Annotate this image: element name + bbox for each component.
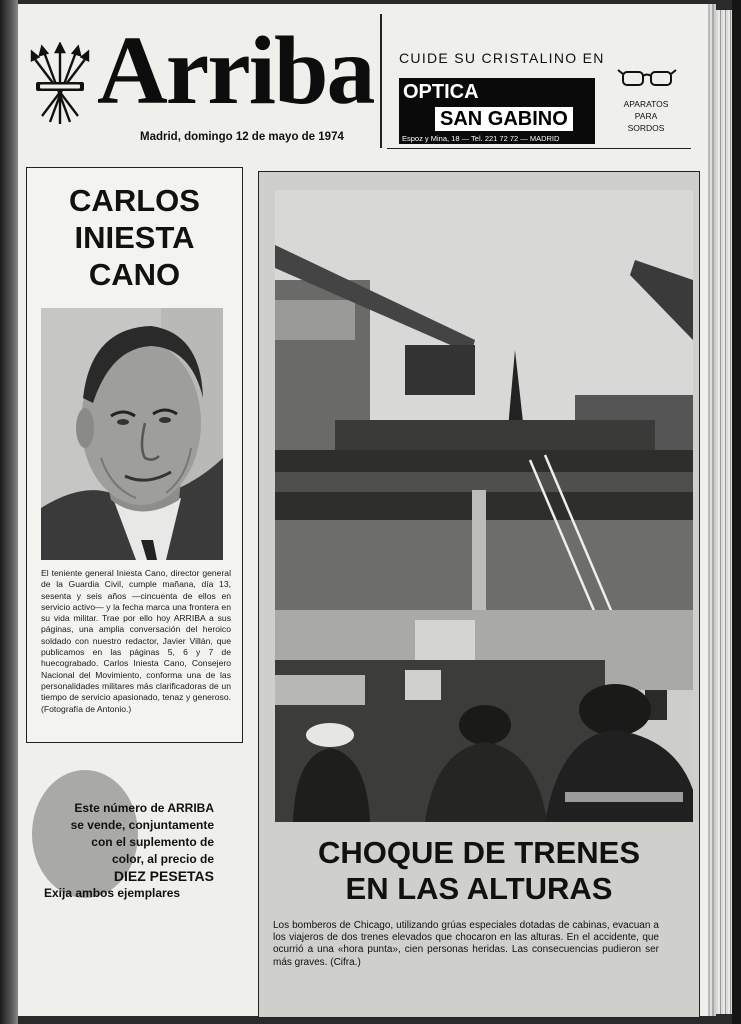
profile-headline	[27, 182, 242, 293]
promo-line: con el suplemento de	[91, 835, 214, 849]
promo-line: Este número de ARRIBA	[74, 801, 214, 815]
ad-headline: CUIDE SU CRISTALINO EN	[399, 50, 605, 66]
crash-headline-line: CHOQUE DE TRENES	[317, 835, 641, 870]
price-promo	[44, 800, 214, 902]
ad-side-line: SORDOS	[627, 123, 665, 133]
promo-last-line: Exija ambos ejemplares	[44, 886, 181, 900]
eyeglasses-icon	[617, 66, 677, 90]
promo-line: se vende, conjuntamente	[70, 818, 214, 832]
ad-name-line2: SAN GABINO	[435, 107, 573, 131]
train-crash-photo	[275, 190, 693, 822]
crash-headline	[259, 835, 699, 907]
ad-side-text	[603, 98, 689, 134]
promo-price: DIEZ PESETAS	[113, 868, 214, 884]
ad-name-box	[399, 78, 595, 144]
profile-headline-line: CARLOS	[69, 183, 200, 218]
ad-side-line: APARATOS	[623, 99, 669, 109]
profile-caption: El teniente general Iniesta Cano, director general de la Guardia Civil, cumple mañana, día 13, sesenta y seis años —cincuenta de ellos en servicio activo— y la fecha marca una frontera en su vida militar. Trae por ello hoy ARRIBA a sus páginas, una amplia conversación del heroico soldado con nuestro redactor, Javier Villán, que publicamos en las páginas 5, 6 y 7 de huecograbado. Carlos Iniesta Cano, Consejero Nacional del Movimiento, conforma una de las personalidades militares más clarificadoras de un tiempo de servicio apasionado, tenaz y generoso. (Fotografía de Antonio.)	[41, 568, 231, 714]
crash-headline-line: EN LAS ALTURAS	[345, 871, 613, 906]
portrait-photo	[41, 308, 223, 560]
ad-name-line1: OPTICA	[403, 81, 479, 103]
masthead-divider	[380, 14, 382, 148]
profile-headline-line: CANO	[88, 257, 181, 292]
optician-advertisement	[387, 14, 691, 149]
crash-caption: Los bomberos de Chicago, utilizando grúas especiales dotadas de cabinas, evacuan a los viajeros de dos trenes elevados que chocaron en las alturas. En el accidente, que ocurrió a una «hora punta», cien personas heridas. Las consecuencias pudieron ser más graves. (Cifra.)	[273, 920, 659, 968]
dateline: Madrid, domingo 12 de mayo de 1974	[140, 131, 344, 143]
scan-border	[732, 0, 741, 1024]
ad-address: Espoz y Mina, 18 — Tel. 221 72 72 — MADRID	[402, 134, 560, 143]
train-crash-article	[258, 171, 700, 1018]
page-stack-edge	[708, 10, 732, 1014]
profile-headline-line: INIESTA	[74, 220, 195, 255]
promo-line: color, al precio de	[111, 852, 214, 866]
newspaper-title: Arriba	[97, 17, 374, 125]
profile-article	[26, 167, 243, 743]
ad-side-line: PARA	[634, 111, 658, 121]
binding-shadow	[0, 0, 18, 1024]
yoke-and-arrows-emblem-icon	[30, 42, 90, 132]
